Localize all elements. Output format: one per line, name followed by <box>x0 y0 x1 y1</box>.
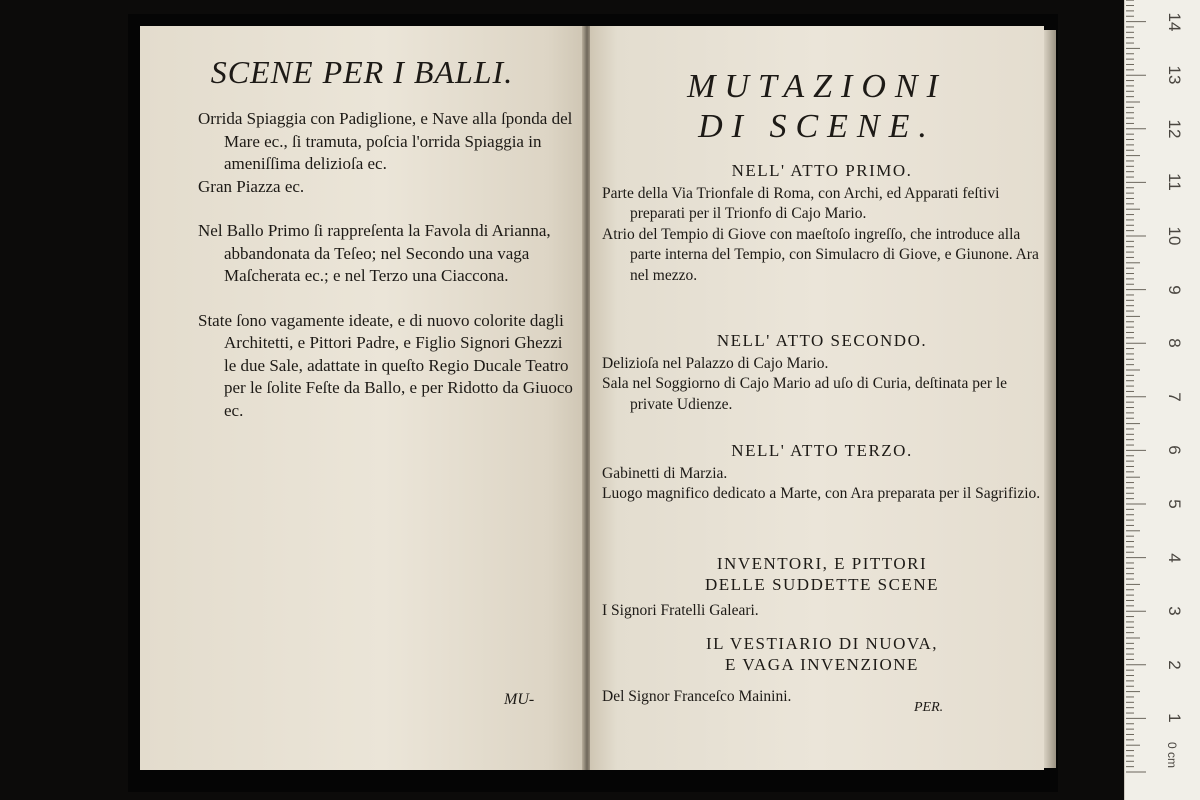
ruler-number: 8 <box>1165 338 1184 348</box>
entry-state: State ſono vagamente ideate, e di nuovo colorite dagli Architetti, e Pittori Padre, e Figlio Signori Ghezzi le due Sale, adattate in queſto Regio Ducale Teatro per le ſolite Feſte da Ballo, e per Ridotto da Giuoco ec. <box>198 310 573 420</box>
left-page-title: SCENE PER I BALLI. <box>210 54 514 90</box>
atto-secondo-entry-2: Sala nel Soggiorno di Cajo Mario ad uſo di Curia, deſtinata per le private Udienze. <box>602 375 1008 413</box>
ruler-number: 6 <box>1165 445 1184 456</box>
entry-ballo-primo: Nel Ballo Primo ſi rappreſenta la Favola di Arianna, abbandonata da Teſeo; nel Secondo una vaga Maſcherata ec.; e nel Terzo una Ciaccona. <box>198 221 551 285</box>
ruler-number: 12 <box>1165 119 1184 139</box>
vestiario-heading-1: IL VESTIARIO DI NUOVA, <box>706 634 938 653</box>
left-catchword: MU- <box>504 691 535 708</box>
page-edge <box>1044 30 1056 768</box>
ruler-number: 3 <box>1165 606 1184 616</box>
right-catchword: PER. <box>914 700 944 715</box>
vestiario-credit: Del Signor Franceſco Mainini. <box>602 688 792 705</box>
atto-secondo-entry-1: Delizioſa nel Palazzo di Cajo Mario. <box>602 354 829 372</box>
left-page <box>140 26 584 770</box>
right-page <box>590 26 1044 770</box>
vestiario-heading-2: E VAGA INVENZIONE <box>725 654 919 674</box>
entry-orrida-spiaggia: Orrida Spiaggia con Padiglione, e Nave alla ſponda del Mare ec., ſi tramuta, poſcia l'orrida Spiaggia in ameniſſima delizioſa ec. <box>198 109 573 173</box>
ruler-number: 14 <box>1165 12 1184 32</box>
section-inventori <box>602 554 1042 622</box>
atto-primo-entry-2: Atrio del Tempio di Giove con maeſtoſo ingreſſo, che introduce alla parte interna del Tempio, con Simulacro di Giove, e Giunone. Ara nel mezzo. <box>602 225 1039 284</box>
ruler-number: 9 <box>1165 284 1184 295</box>
right-title-line1: MUTAZIONI <box>687 68 947 105</box>
ruler-number: 13 <box>1165 65 1184 85</box>
right-title-line2: DI SCENE. <box>698 108 936 145</box>
section-vestiario <box>602 634 1042 708</box>
ruler-number: 11 <box>1165 173 1184 192</box>
inventori-heading-1: INVENTORI, E PITTORI <box>716 554 928 573</box>
atto-secondo-heading: NELL' ATTO SECONDO. <box>716 331 928 350</box>
atto-terzo-heading: NELL' ATTO TERZO. <box>731 441 913 460</box>
ruler-number: 2 <box>1165 660 1184 670</box>
ruler-number: 7 <box>1165 392 1184 402</box>
section-atto-terzo <box>602 441 1042 505</box>
ruler-ticks <box>1125 0 1200 800</box>
inventori-credit: I Signori Fratelli Galeari. <box>602 602 759 619</box>
atto-primo-entry-1: Parte della Via Trionfale di Roma, con Archi, ed Apparati feſtivi preparati per il Trionfo di Cajo Mario. <box>602 184 1000 222</box>
atto-primo-heading: NELL' ATTO PRIMO. <box>731 161 913 180</box>
atto-terzo-entry-1: Gabinetti di Marzia. <box>602 464 728 482</box>
atto-terzo-entry-2: Luogo magnifico dedicato a Marte, con Ara preparata per il Sagrifizio. <box>602 485 1041 502</box>
inventori-heading-2: DELLE SUDDETTE SCENE <box>705 574 939 594</box>
spacer <box>198 198 578 220</box>
spacer <box>198 288 578 310</box>
entry-gran-piazza: Gran Piazza ec. <box>198 176 305 196</box>
measurement-ruler <box>1124 0 1200 800</box>
ruler-number: 4 <box>1165 552 1184 563</box>
left-page-entries <box>198 108 578 422</box>
ruler-number: 1 <box>1165 713 1184 724</box>
ruler-number: 5 <box>1165 499 1184 509</box>
section-atto-primo <box>602 161 1042 286</box>
section-atto-secondo <box>602 331 1042 415</box>
ruler-unit-label: 0 cm <box>1165 741 1180 769</box>
ruler-number: 10 <box>1165 226 1184 246</box>
